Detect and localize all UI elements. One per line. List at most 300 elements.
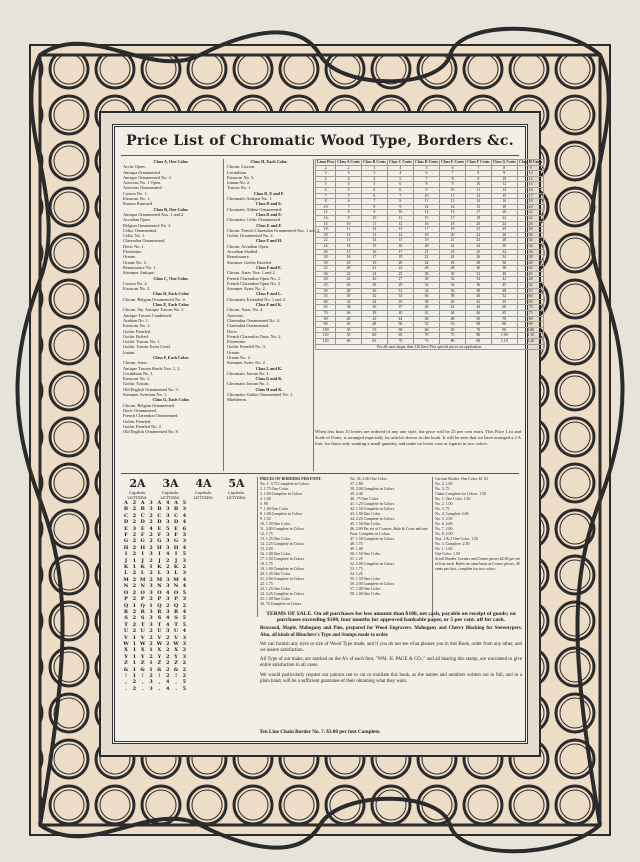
letter-cell: B <box>173 506 179 513</box>
type-style-name: Antique Tuscan Shade Nos. 1, 2. <box>123 365 181 371</box>
table-cell: 42 <box>413 311 439 317</box>
quantity-cell: 5 <box>182 551 187 558</box>
letter-cell: A <box>157 500 162 506</box>
border-price-line: 48. 1.75 <box>350 542 363 546</box>
table-cell: 6 <box>413 171 439 177</box>
quantity-cell: 2 <box>149 672 153 679</box>
table-cell: 30 <box>517 232 543 238</box>
table-cell: 28 <box>440 266 466 272</box>
letter-cell: T <box>174 621 178 628</box>
type-style-name: Celtic Ornamented. <box>123 227 158 233</box>
quantity-cell: 3 <box>182 538 187 545</box>
table-cell: 34 <box>440 283 466 289</box>
quantity-cell: 3 <box>165 532 170 539</box>
quantity-cell: 2 <box>149 512 153 519</box>
table-cell: 17 <box>466 210 492 216</box>
type-style-name: Ornate No. 2. <box>227 354 251 360</box>
quantity-cell: 3 <box>165 596 170 603</box>
table-cell: 70 <box>491 316 517 322</box>
table-cell: 36 <box>491 260 517 266</box>
letter-cell: E <box>140 525 145 532</box>
quantity-cell: 1 <box>132 647 137 654</box>
letter-cell: S <box>124 615 128 622</box>
border-price-line: One Color. 1.50 <box>435 552 460 556</box>
table-cell: 48 <box>440 316 466 322</box>
letter-cell: R <box>157 608 162 615</box>
letter-cell: E <box>174 525 178 532</box>
border-price-line: 45. 1.50 One Color. <box>350 522 381 526</box>
table-cell: 21 <box>466 227 492 233</box>
type-style-name: Etruscan No. 2. <box>123 286 151 292</box>
type-style-name: Aztecian Ornamented. <box>123 185 163 191</box>
table-cell: 5 <box>361 182 387 188</box>
font-scale-grid <box>121 500 255 692</box>
table-cell: 100 <box>316 327 336 333</box>
letter-cell: U <box>140 628 145 635</box>
table-cell: 10 <box>413 193 439 199</box>
letter-cell: R <box>140 608 145 615</box>
table-cell: 16 <box>387 243 413 249</box>
border-price-line: 16. 1.00 One Color. <box>260 552 291 556</box>
quantity-cell: 2 <box>149 640 153 647</box>
table-cell: 14 <box>413 210 439 216</box>
table-cell: 8 <box>491 165 517 171</box>
type-style-name: Old English Ornamented No. 3. <box>123 386 179 392</box>
quantity-cell: 3 <box>149 615 153 622</box>
quantity-cell: 2 <box>149 557 153 564</box>
border-price-line: No. 8, 2.00 <box>435 532 453 536</box>
table-cell: 15 <box>440 210 466 216</box>
type-style-name: Streamer Antique. <box>123 270 155 276</box>
type-style-name: Doric No. 1. <box>123 243 145 249</box>
table-cell: 13 <box>361 232 387 238</box>
type-style-name: Chrom. Belgian Ornamented No. 4. <box>123 296 186 302</box>
table-cell: 38 <box>361 311 387 317</box>
letter-cell: N <box>123 583 129 590</box>
quantity-cell: 2 <box>132 608 137 615</box>
quantity-cell: 4 <box>165 551 170 558</box>
table-cell: 60 <box>336 339 362 345</box>
quantity-cell: 4 <box>165 615 170 622</box>
letter-cell: Q <box>140 602 145 609</box>
letter-cell: V <box>174 634 178 641</box>
letter-cell: F <box>140 532 145 539</box>
table-cell: 24 <box>316 243 336 249</box>
type-style-name: Chromatic Ionian No. 1. <box>227 370 270 376</box>
table-cell: 23 <box>466 238 492 244</box>
quantity-cell: 3 <box>149 621 153 628</box>
letter-cell: M <box>173 576 179 583</box>
letter-cell: M <box>156 576 163 583</box>
quantity-cell: 1 <box>149 602 153 609</box>
type-style-name: Chrom. Caxton. <box>227 164 256 170</box>
letter-cell: S <box>140 615 145 622</box>
table-cell: 34 <box>466 277 492 283</box>
borders-price-list-3 <box>435 477 523 572</box>
table-cell: 46 <box>466 311 492 317</box>
type-style-name: Chrom. Aztec. <box>123 360 149 366</box>
quantity-cell: 5 <box>182 679 187 686</box>
type-style-name: Streamer Gothic Paneled. <box>227 259 272 265</box>
letter-cell: ! <box>174 672 178 679</box>
table-cell: 120 <box>316 339 336 345</box>
quantity-cell: 3 <box>182 596 187 603</box>
table-cell: 42 <box>517 266 543 272</box>
table-cell: 22 <box>440 243 466 249</box>
quantity-cell: 1 <box>132 564 137 571</box>
quantity-cell: 3 <box>182 634 187 641</box>
border-price-line: No. 4, Complete 2.00 <box>435 512 469 516</box>
border-price-line: 46. 2.00 Per set of Corners, Rule & Cross and one Foot, Complete in Colors. <box>350 527 428 536</box>
letter-cell: H <box>173 544 179 551</box>
table-cell: 25 <box>387 271 413 277</box>
table-cell: 80 <box>491 322 517 328</box>
border-price-line: 24. 2.25 Complete in Colors. <box>260 592 306 596</box>
letter-cell: Z <box>174 660 178 667</box>
table-cell: 24 <box>413 260 439 266</box>
table-cell: 6 <box>361 193 387 199</box>
type-style-name: Caxton No. 2. <box>123 280 148 286</box>
terms-heading: TERMS OF SALE. On all purchases for less amount than $100, net cash, payable on receipt of goods; on purchases exceeding $100, four months for approved bankable paper, or 5 per cent. off for cash. <box>266 611 516 624</box>
border-price-line: 14. 2.25 Complete in Colors. <box>260 542 306 546</box>
border-price-line: 51. 1.25 <box>350 557 363 561</box>
table-cell: 90 <box>466 339 492 345</box>
table-cell: 90 <box>517 322 543 328</box>
quantity-cell: 2 <box>132 570 137 577</box>
table-cell: 32 <box>440 277 466 283</box>
table-cell: 6 <box>387 187 413 193</box>
table-cell: 50 <box>336 327 362 333</box>
terms-para-1: Boxwood, Maple, Mahogany and Pine, prepared for Wood Engravers. Mahogany and Cherry Blocking for Stereotypers. Also, all kinds of Bleachers's Type and Stamps made to order. <box>260 626 522 638</box>
table-cell: 42 <box>491 277 517 283</box>
column-divider <box>223 159 224 471</box>
type-style-name: Doric Ornamented. <box>123 407 157 413</box>
quantity-cell: 2 <box>182 672 187 679</box>
table-cell: 65 <box>361 339 387 345</box>
letter-cell: O <box>173 589 179 596</box>
table-cell: 1.10 <box>517 333 543 339</box>
type-style-name: Arcadian Open. <box>123 217 151 223</box>
border-price-line: 41. 1.25 Complete in Colors. <box>350 502 396 506</box>
table-cell: 17 <box>413 227 439 233</box>
table-cell: 90 <box>491 327 517 333</box>
letter-cell: W <box>156 640 163 647</box>
table-cell: 48 <box>491 288 517 294</box>
table-cell: 5 <box>336 187 362 193</box>
quantity-cell: 2 <box>165 602 170 609</box>
class-heading: Class E, Each Color. <box>152 302 190 308</box>
table-cell: 55 <box>361 327 387 333</box>
class-heading: Class D, Each Color. <box>152 291 190 297</box>
quantity-cell: 2 <box>132 583 137 590</box>
border-price-line: 15. 2.00 <box>260 547 273 551</box>
quantity-cell: 2 <box>149 576 153 583</box>
class-heading: Class D and E. <box>255 211 283 217</box>
letter-cell: R <box>173 608 179 615</box>
quantity-cell: 1 <box>132 602 137 609</box>
table-cell: 20 <box>316 232 336 238</box>
quantity-cell: 2 <box>132 679 137 686</box>
table-cell: 16 <box>316 221 336 227</box>
table-cell: 9 <box>440 182 466 188</box>
letter-cell: L <box>157 570 162 577</box>
table-cell: 75 <box>440 333 466 339</box>
table-cell: 12 <box>336 232 362 238</box>
letter-cell: W <box>139 640 146 647</box>
quantity-cell: 5 <box>182 685 187 692</box>
table-cell: 20 <box>517 204 543 210</box>
letter-cell: X <box>124 647 128 654</box>
border-price-line: 52. 2.00 Complete in Colors. <box>350 562 396 566</box>
quantity-cell: 2 <box>165 647 170 654</box>
quantity-cell: 4 <box>182 519 187 526</box>
table-cell: 1.10 <box>491 339 517 345</box>
quantity-cell: 3 <box>149 679 153 686</box>
table-cell: 18 <box>517 199 543 205</box>
letter-cell: H <box>123 544 129 551</box>
table-cell: 28 <box>316 255 336 261</box>
quantity-cell: 5 <box>182 621 187 628</box>
quantity-cell: 4 <box>182 628 187 635</box>
quantity-cell: 2 <box>132 544 137 551</box>
table-cell: 40 <box>336 316 362 322</box>
table-cell: 26 <box>440 260 466 266</box>
table-cell: 18 <box>413 232 439 238</box>
table-cell: 5 <box>336 193 362 199</box>
alphabet-row <box>121 686 255 692</box>
border-price-line: No. 3, 75 <box>435 507 450 511</box>
table-cell: 4 <box>387 171 413 177</box>
letter-cell: O <box>140 589 145 596</box>
quantity-cell: 1 <box>149 564 153 571</box>
table-cell: 9 <box>466 176 492 182</box>
type-style-name: Etruscan No. 3. <box>227 174 255 180</box>
quantity-cell: 2 <box>165 640 170 647</box>
letter-cell: M <box>123 576 129 583</box>
table-cell: 36 <box>361 305 387 311</box>
letter-cell: I <box>174 551 178 558</box>
table-cell: 20 <box>413 243 439 249</box>
border-price-line: 56. 2.00 Complete in Colors. <box>350 582 396 586</box>
table-cell: 55 <box>491 299 517 305</box>
letter-cell: S <box>157 615 162 622</box>
price-note: When less than 15 letters are ordered of any one style, the price will be 25 per cent extra. This Price List and Scale of Fonts, is arranged especially for articles shown in this book. It will be seen that we have arranged a 2 A font, for those only wanting a small quantity, and make no lower case or figures in two colors. <box>315 429 521 446</box>
letter-cell: H <box>157 544 162 551</box>
letter-cell: T <box>140 621 145 628</box>
table-cell: 22 <box>336 271 362 277</box>
table-cell: 32 <box>517 238 543 244</box>
table-cell: 3 <box>361 171 387 177</box>
type-style-name: Chrom. Aztec Nos. 1 and 2. <box>227 270 276 276</box>
class-heading: Class F and H. <box>255 238 283 244</box>
letter-cell: X <box>157 647 162 654</box>
type-style-name: Chrom. French Clarendon Ornamented Nos. 1 and 2. <box>227 227 321 233</box>
type-style-name: Etruscan No. 1. <box>123 323 151 329</box>
border-price-line: 57. 1.00 One Color. <box>350 587 381 591</box>
table-cell: 21 <box>361 266 387 272</box>
quantity-cell: 3 <box>165 506 170 513</box>
table-cell: 34 <box>361 299 387 305</box>
table-cell: 55 <box>517 288 543 294</box>
terms-para-3: All Type of our make, are marked on the A's of each font, "WM. H. PAGE & CO.," and all bearing this stamp, are warranted to give entire satisfaction in all cases. <box>260 657 522 669</box>
table-cell: 40 <box>440 299 466 305</box>
border-price-line: Grecian Border. One Color. $1.50 <box>435 477 488 481</box>
border-price-line: No. 1. 3.75 Complete in Colors. <box>260 482 310 486</box>
column-header: Class F Cents <box>467 160 490 164</box>
table-cell: 44 <box>466 305 492 311</box>
table-cell: 10 <box>466 182 492 188</box>
table-cell: 15 <box>491 193 517 199</box>
table-cell: 16 <box>336 255 362 261</box>
letter-cell: . <box>141 685 144 692</box>
table-cell: 27 <box>387 277 413 283</box>
table-cell: 12 <box>316 210 336 216</box>
border-price-line: 11. 2.00 Complete in Colors. <box>260 527 305 531</box>
quantity-cell: 3 <box>182 653 187 660</box>
quantity-cell: 2 <box>182 647 187 654</box>
table-cell: 12 <box>491 182 517 188</box>
table-cell: 40 <box>491 271 517 277</box>
quantity-cell: 2 <box>149 596 153 603</box>
class-heading: Class E and F. <box>256 222 282 228</box>
table-cell: 30 <box>316 260 336 266</box>
table-cell: 12 <box>361 227 387 233</box>
border-price-line: 44. 2.25 Complete in Colors. <box>350 517 396 521</box>
table-cell: 13 <box>387 227 413 233</box>
letter-cell: E <box>124 525 128 532</box>
letter-cell: N <box>173 583 179 590</box>
letter-cell: P <box>157 596 162 603</box>
table-cell: 28 <box>336 288 362 294</box>
border-price-line: No. 5, 2.50 <box>435 517 453 521</box>
type-style-name: Gothic Paneled No. 3. <box>227 344 266 350</box>
class-heading: Class G and K. <box>255 376 283 382</box>
letter-cell: O <box>157 589 162 596</box>
letter-cell: Y <box>140 653 145 660</box>
letter-cell: C <box>124 512 128 519</box>
type-style-name: Caxton No. 1. <box>123 190 148 196</box>
table-cell: 9 <box>361 210 387 216</box>
border-price-line: No. 1, 1.00 <box>435 547 453 551</box>
table-cell: 40 <box>316 277 336 283</box>
table-cell: 12 <box>466 193 492 199</box>
letter-cell: J <box>141 557 144 564</box>
table-cell: 2 <box>316 165 336 171</box>
quantity-cell: 1 <box>149 647 153 654</box>
quantity-cell: 2 <box>132 576 137 583</box>
class-heading: Class F and E. <box>256 264 282 270</box>
table-cell: 4 <box>336 176 362 182</box>
type-style-name: Streamer Aztecian No. 1. <box>123 392 168 398</box>
quantity-cell: 2 <box>149 634 153 641</box>
table-cell: 10 <box>440 187 466 193</box>
quantity-cell: 4 <box>165 685 170 692</box>
table-cell: 8 <box>336 210 362 216</box>
table-cell: 11 <box>466 187 492 193</box>
letter-cell: Q <box>123 602 129 609</box>
quantity-cell: 3 <box>149 500 153 506</box>
table-cell: 7 <box>316 193 336 199</box>
table-cell: 20 <box>491 210 517 216</box>
table-cell: 80 <box>440 339 466 345</box>
letter-cell: I <box>124 551 128 558</box>
table-cell: 12 <box>387 221 413 227</box>
type-style-name: Gothic Tuscan. <box>123 381 150 387</box>
quantity-cell: 2 <box>182 602 187 609</box>
letter-cell: K <box>123 564 129 571</box>
border-price-line: 9. 1.50 <box>260 517 271 521</box>
table-cell: 42 <box>466 299 492 305</box>
quantity-cell: 2 <box>132 621 137 628</box>
type-style-name: Chromatic Ionian No. 1. <box>227 381 270 387</box>
border-price-line: 58. 1.00 One Color. <box>350 592 381 596</box>
table-cell: 50 <box>316 288 336 294</box>
quantity-cell: 1 <box>132 660 137 667</box>
table-cell: 42 <box>361 316 387 322</box>
table-cell: 8 <box>413 182 439 188</box>
quantity-cell: 4 <box>149 525 153 532</box>
quantity-cell: 2 <box>182 666 187 673</box>
letter-cell: C <box>140 512 145 519</box>
letter-cell: V <box>124 634 128 641</box>
table-cell: 17 <box>517 193 543 199</box>
quantity-cell: 1 <box>132 640 137 647</box>
table-cell: 34 <box>517 243 543 249</box>
table-cell: 6 <box>336 199 362 205</box>
type-style-name: Clarendon Ornamented. <box>227 323 270 329</box>
table-cell: 7 <box>440 171 466 177</box>
quantity-cell: 4 <box>165 621 170 628</box>
quantity-cell: 3 <box>165 544 170 551</box>
letter-cell: J <box>174 557 178 564</box>
table-cell: 31 <box>387 288 413 294</box>
table-cell: 70 <box>387 339 413 345</box>
class-heading: Class D and E. <box>255 201 283 207</box>
table-cell: 4 <box>316 176 336 182</box>
font-size-heading: 3A <box>162 477 179 490</box>
quantity-cell: 2 <box>149 653 153 660</box>
type-style-name: Antique Tuscan Condensed. <box>123 312 173 318</box>
border-price-line: 53. 1.75 <box>350 567 363 571</box>
class-heading: Class F and L. <box>256 291 282 297</box>
border-price-line: Scroll Border. Corners and Centre pieces $2.00 per set of four each. Rules on same basis as Corner pieces, 40 cents per foot, complete for two colors. <box>435 557 520 571</box>
table-cell: 60 <box>517 294 543 300</box>
table-cell: 26 <box>517 221 543 227</box>
table-cell: 11 <box>387 215 413 221</box>
quantity-cell: 1 <box>132 672 137 679</box>
type-style-name: Belgian Ornamented No. 2. <box>123 222 172 228</box>
letter-cell: U <box>157 628 162 635</box>
quantity-cell: 3 <box>165 538 170 545</box>
letter-cell: U <box>123 628 129 635</box>
table-cell: 14 <box>336 243 362 249</box>
table-cell: 4 <box>361 176 387 182</box>
quantity-cell: 2 <box>165 672 170 679</box>
table-cell: 22 <box>466 232 492 238</box>
letter-cell: Z <box>157 660 162 667</box>
letter-cell: T <box>124 621 128 628</box>
quantity-cell: 2 <box>182 660 187 667</box>
table-cell: 44 <box>440 311 466 317</box>
table-cell: 26 <box>361 277 387 283</box>
table-cell: 11 <box>361 221 387 227</box>
terms-para-2: We can furnish any style or size of Wood Type made, and if you do not see what pleases you in this Book, order from any other, and we assure satisfaction. <box>260 641 522 654</box>
terms-para-4: We would particularly request our patrons not to cut or mutilate this book, as the names and numbers written out in full, and in a plain hand, will be a sufficient guarantee of their obtaining what they want. <box>260 672 522 684</box>
border-price-line: 10. 1.50 One Color. <box>260 522 291 526</box>
table-cell: 22 <box>387 266 413 272</box>
table-cell: 46 <box>413 316 439 322</box>
table-cell: 32 <box>466 271 492 277</box>
